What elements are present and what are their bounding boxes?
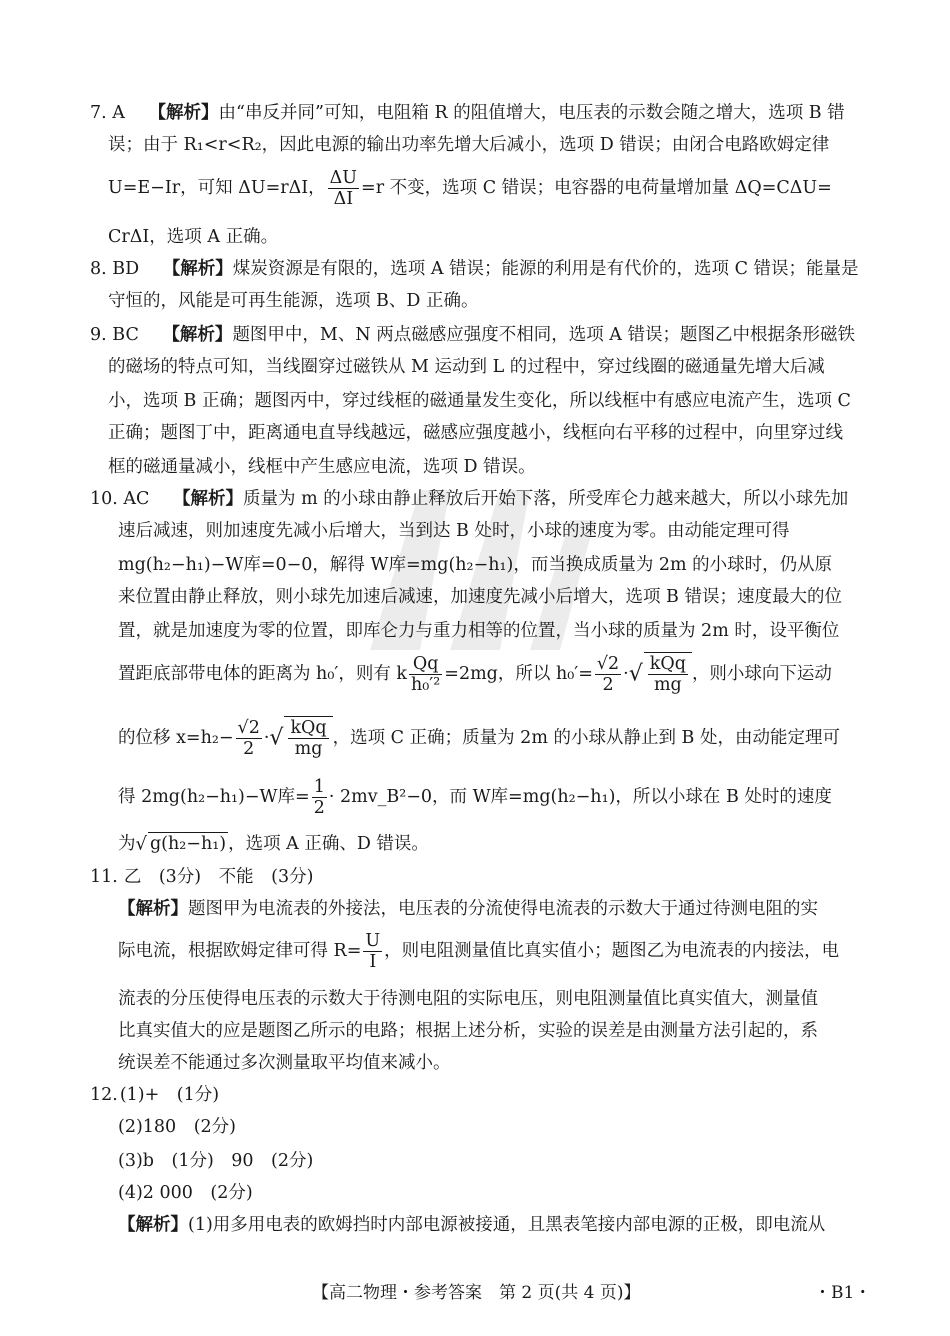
q9-line-1: [90, 324, 855, 346]
q8-text-2: 守恒的，风能是可再生能源，选项 B、D 正确。: [108, 291, 479, 311]
q11-answer: 乙 (3分) 不能 (3分): [123, 867, 314, 887]
q10-root2-num-2: √2: [237, 718, 260, 738]
q12-part-3: (3)b (1分) 90 (2分): [118, 1151, 314, 1171]
q10-text-9b: ，选项 A 正确、D 错误。: [228, 834, 429, 854]
q10-root2-den-1: 2: [602, 675, 614, 695]
q8-line-1: [90, 258, 859, 280]
q10-text-2: 速后减速，则加速度先减小后增大，当到达 B 处时，小球的速度为零。由动能定理可得: [118, 521, 790, 541]
q11-fraction: [363, 931, 382, 972]
q10-line-9: [118, 832, 429, 856]
q7-number: 7.: [90, 103, 107, 123]
q10-half-fraction: [312, 777, 327, 818]
q10-line-7: [118, 716, 840, 760]
q11-line-4: [118, 988, 818, 1010]
q10-line-6: [118, 652, 832, 696]
q10-analysis-tag: 【解析】: [173, 489, 244, 509]
q11-fraction-num: U: [365, 931, 381, 951]
radical-sign-icon: √: [269, 725, 284, 751]
q9-analysis-tag: 【解析】: [162, 325, 233, 345]
q9-text-3: 小，选项 B 正确；题图丙中，穿过线框的磁通量发生变化，所以线框中有感应电流产生，选项 C: [108, 391, 851, 411]
q10-half-den: 2: [313, 798, 325, 818]
q10-text-5: 置，就是加速度为零的位置，即库仑力与重力相等的位置，当小球的质量为 2m 时，设平衡位: [118, 621, 840, 641]
q9-text-4: 正确；题图丁中，距离通电直导线越远，磁感应强度越小，线框向右平移的过程中，向里穿过线: [108, 423, 843, 443]
q9-text-1: 题图甲中，M、N 两点磁感应强度不相同，选项 A 错误；题图乙中根据条形磁铁: [232, 325, 855, 345]
q8-line-2: [108, 290, 479, 312]
q11-text-4: 比真实值大的应是题图乙所示的电路；根据上述分析，实验的误差是由测量方法引起的，系: [118, 1021, 818, 1041]
q7-line-4: [108, 226, 278, 248]
q10-text-1: 质量为 m 的小球由静止释放后开始下落，所受库仑力越来越大，所以小球先加: [243, 489, 849, 509]
q10-velocity-sqrt: g(h₂−h₁): [149, 834, 227, 854]
q7-line-2: [108, 134, 829, 156]
q11-line-6: [118, 1052, 451, 1074]
q9-text-2: 的磁场的特点可知，当线圈穿过磁铁从 M 运动到 L 的过程中，穿过线圈的磁通量先增大后减: [108, 357, 825, 377]
q9-line-5: [108, 456, 536, 478]
q7-text-3b: =r 不变，选项 C 错误；电容器的电荷量增加量 ΔQ=CΔU=: [361, 178, 832, 198]
q10-text-6a: 置距底部带电体的距离为 h₀′，则有 k: [118, 664, 407, 684]
q7-fraction-den: ΔI: [333, 189, 354, 209]
footer-code: ・B1・: [814, 1283, 872, 1303]
q10-text-7b: ，选项 C 正确；质量为 2m 的小球从静止到 B 处，由动能定理可: [332, 728, 840, 748]
q10-text-8b: · 2mv_B²−0，而 W库=mg(h₂−h₁)，所以小球在 B 处时的速度: [328, 787, 832, 807]
q7-line-1: [90, 102, 845, 124]
q10-text-4: 来位置由静止释放，则小球先加速后减速，加速度先减小后增大，选项 B 错误；速度最大的位: [118, 587, 842, 607]
q10-half-num: 1: [313, 777, 325, 797]
q10-coulomb-num: Qq: [409, 654, 442, 675]
q7-analysis-tag: 【解析】: [148, 103, 219, 123]
q8-number: 8.: [90, 259, 107, 279]
q11-analysis-tag: 【解析】: [118, 899, 188, 919]
radical-sign-icon: √: [135, 833, 147, 855]
q10-dot-1: ·: [623, 664, 629, 684]
q12-number: 12.: [90, 1085, 118, 1105]
q10-text-8a: 得 2mg(h₂−h₁)−W库=: [118, 787, 310, 807]
q10-kqq-den-1: mg: [653, 675, 682, 695]
q10-line-8: [118, 776, 832, 818]
q10-line-4: [118, 586, 842, 608]
q12-line-2: [118, 1116, 236, 1138]
q12-line-5: [118, 1214, 825, 1236]
footer-title: 【高二物理・参考答案 第 2 页(共 4 页)】: [312, 1283, 641, 1303]
q10-text-3: mg(h₂−h₁)−W库=0−0，解得 W库=mg(h₂−h₁)，而当换成质量为 2m 的小球时，仍从原: [118, 555, 833, 575]
q11-fraction-den: I: [369, 952, 377, 972]
q9-number: 9.: [90, 325, 107, 345]
q12-part-4: (4)2 000 (2分): [118, 1183, 253, 1203]
q10-coulomb-den: h₀′²: [411, 675, 441, 695]
q10-root2-num-1: √2: [596, 654, 620, 674]
q11-line-3: [118, 930, 839, 972]
q10-root2-fraction-1: [595, 654, 621, 695]
q9-line-2: [108, 356, 825, 378]
q10-root2-fraction-2: [236, 718, 262, 759]
q11-line-1: [90, 866, 313, 888]
q9-line-3: [108, 390, 851, 412]
q10-dot-2: ·: [263, 728, 270, 748]
q10-number: 10.: [90, 489, 118, 509]
q7-text-4: CrΔI，选项 A 正确。: [108, 227, 279, 247]
q10-kqq-num-1: kQq: [649, 654, 686, 674]
q7-line-3: [108, 168, 832, 209]
q8-answer: BD: [112, 259, 140, 279]
q10-coulomb-fraction: [409, 654, 442, 695]
q10-kqq-num-2: kQq: [290, 718, 327, 738]
q11-text-5: 统误差不能通过多次测量取平均值来减小。: [118, 1053, 451, 1073]
q10-text-6b: =2mg，所以 h₀′=: [444, 664, 593, 684]
q7-answer: A: [112, 103, 125, 123]
q12-line-3: [118, 1150, 313, 1172]
q11-text-3: 流表的分压使得电压表的示数大于待测电阻的实际电压，则电阻测量值比真实值大，测量值: [118, 989, 818, 1009]
q11-text-1: 题图甲为电流表的外接法，电压表的分流使得电流表的示数大于通过待测电阻的实: [188, 899, 818, 919]
q9-answer: BC: [112, 325, 139, 345]
q11-line-2: [118, 898, 818, 920]
q11-number: 11.: [90, 867, 118, 887]
q11-text-2a: 际电流，根据欧姆定律可得 R=: [118, 941, 362, 961]
q10-kqq-den-2: mg: [294, 739, 323, 759]
q7-text-3a: U=E−Ir，可知 ΔU=rΔI，: [108, 178, 326, 198]
q10-sqrt-2: [284, 716, 332, 759]
q12-text-1: (1)用多用电表的欧姆挡时内部电源被接通，且黑表笔接内部电源的正极，即电流从: [188, 1215, 826, 1235]
q8-text-1: 煤炭资源是有限的，选项 A 错误；能源的利用是有代价的，选项 C 错误；能量是: [232, 259, 859, 279]
q10-line-5: [118, 620, 839, 642]
q9-text-5: 框的磁通量减小，线框中产生感应电流，选项 D 错误。: [108, 457, 536, 477]
q7-fraction: [328, 168, 359, 209]
q11-text-2b: ，则电阻测量值比真实值小；题图乙为电流表的内接法，电: [384, 941, 840, 961]
q7-text-1: 由“串反并同”可知，电阻箱 R 的阻值增大，电压表的示数会随之增大，选项 B 错: [218, 103, 845, 123]
q10-kqq-fraction-1: [648, 654, 688, 695]
q9-line-4: [108, 422, 843, 444]
q12-line-4: [118, 1182, 253, 1204]
q8-analysis-tag: 【解析】: [162, 259, 233, 279]
q11-line-5: [118, 1020, 818, 1042]
q10-text-7a: 的位移 x=h₂−: [118, 728, 234, 748]
q12-analysis-tag: 【解析】: [118, 1215, 188, 1235]
q10-text-9a: 为: [118, 834, 136, 854]
q7-text-2: 误；由于 R₁<r<R₂，因此电源的输出功率先增大后减小，选项 D 错误；由闭合电路欧姆定律: [108, 135, 830, 155]
q10-text-6c: ，则小球向下运动: [691, 664, 832, 684]
q10-root2-den-2: 2: [243, 739, 255, 759]
q10-sqrt-1: [644, 652, 692, 695]
q12-line-1: [90, 1084, 219, 1106]
q12-part-1: (1)+ (1分): [119, 1085, 220, 1105]
q10-answer: AC: [123, 489, 150, 509]
q10-kqq-fraction-2: [288, 718, 328, 759]
q12-part-2: (2)180 (2分): [118, 1117, 236, 1137]
q10-line-3: [118, 554, 832, 576]
q10-line-2: [118, 520, 789, 542]
q10-line-1: [90, 488, 848, 510]
q7-fraction-num: ΔU: [329, 168, 358, 188]
radical-sign-icon: √: [628, 661, 643, 687]
